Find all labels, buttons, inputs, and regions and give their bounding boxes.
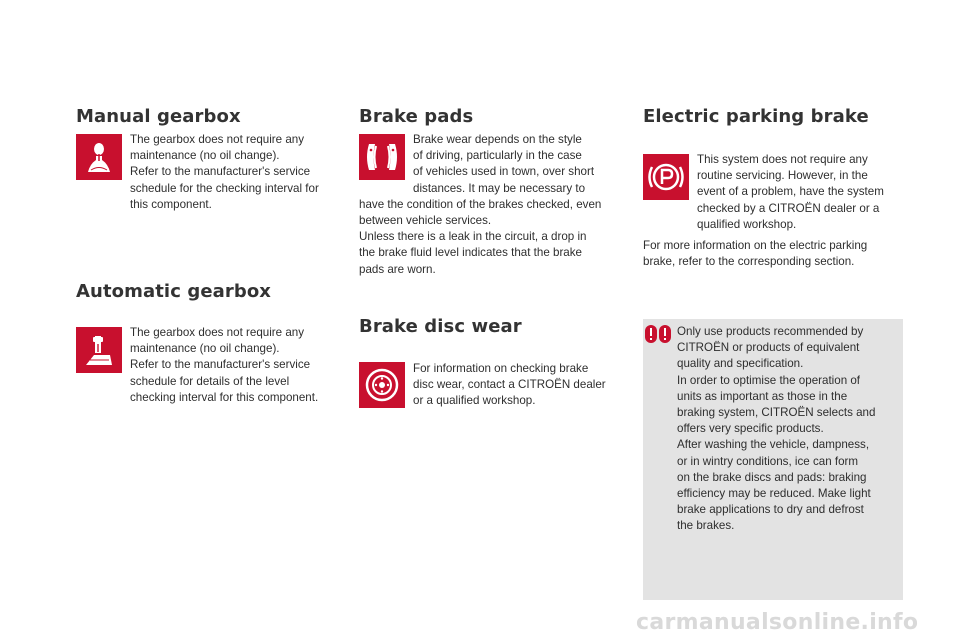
text-line: This system does not require any bbox=[697, 153, 868, 166]
text-line: CITROËN or products of equivalent bbox=[677, 341, 860, 355]
text-line: distances. It may be necessary to bbox=[413, 181, 586, 195]
text-line: between vehicle services. bbox=[359, 214, 492, 228]
text-line: of driving, particularly in the case bbox=[413, 149, 582, 163]
text-line: brake, refer to the corresponding section. bbox=[643, 255, 855, 269]
gear-lever-icon bbox=[76, 134, 122, 180]
text-line: have the condition of the brakes checked, even bbox=[359, 197, 602, 211]
text-line: Only use products recommended by bbox=[677, 325, 864, 338]
text-line: maintenance (no oil change). bbox=[130, 149, 280, 163]
text-line: maintenance (no oil change). bbox=[130, 342, 280, 356]
brake-disc-icon bbox=[359, 362, 405, 408]
text-line: brake applications to dry and defrost bbox=[677, 503, 864, 517]
text-line: on the brake discs and pads: braking bbox=[677, 470, 867, 484]
watermark: carmanualsonline.info bbox=[636, 610, 919, 635]
brake-disc-wear-text bbox=[413, 361, 606, 410]
warning-note-text bbox=[677, 324, 875, 535]
automatic-gearbox-text bbox=[130, 325, 318, 406]
text-line: Unless there is a leak in the circuit, a drop in bbox=[359, 230, 587, 244]
text-line: efficiency may be reduced. Make light bbox=[677, 487, 871, 501]
electric-parking-brake-text bbox=[697, 152, 884, 233]
text-line: The gearbox does not require any bbox=[130, 133, 305, 146]
text-line: Refer to the manufacturer's service bbox=[130, 358, 311, 372]
text-line: In order to optimise the operation of bbox=[677, 373, 861, 387]
text-line: Brake wear depends on the style bbox=[413, 133, 582, 146]
text-line: For more information on the electric parking bbox=[643, 239, 868, 252]
text-line: Refer to the manufacturer's service bbox=[130, 165, 311, 179]
text-line: the brakes. bbox=[677, 519, 735, 533]
text-line: or in wintry conditions, ice can form bbox=[677, 454, 859, 468]
manual-gearbox-title: Manual gearbox bbox=[76, 106, 241, 127]
text-line: The gearbox does not require any bbox=[130, 326, 305, 339]
text-line: quality and specification. bbox=[677, 357, 804, 371]
text-line: checking interval for this component. bbox=[130, 390, 319, 404]
parking-brake-icon bbox=[643, 154, 689, 200]
electric-parking-brake-title: Electric parking brake bbox=[643, 106, 869, 127]
automatic-gearbox-title: Automatic gearbox bbox=[76, 281, 272, 302]
text-line: disc wear, contact a CITROËN dealer bbox=[413, 378, 606, 392]
text-line: event of a problem, have the system bbox=[697, 185, 884, 199]
manual-gearbox-text bbox=[130, 132, 319, 213]
brake-pads-text bbox=[359, 132, 601, 278]
text-line: units as important as those in the bbox=[677, 389, 848, 403]
text-line: pads are worn. bbox=[359, 262, 436, 276]
text-line: the brake fluid level indicates that the brake bbox=[359, 246, 582, 260]
text-line: or a qualified workshop. bbox=[413, 394, 536, 408]
brake-disc-wear-title: Brake disc wear bbox=[359, 316, 522, 337]
text-line: schedule for details of the level bbox=[130, 374, 290, 388]
electric-parking-brake-more-text bbox=[643, 238, 867, 270]
automatic-selector-icon bbox=[76, 327, 122, 373]
text-line: After washing the vehicle, dampness, bbox=[677, 438, 870, 452]
brake-pads-title: Brake pads bbox=[359, 106, 474, 127]
text-line: checked by a CITROËN dealer or a bbox=[697, 201, 880, 215]
text-line: braking system, CITROËN selects and bbox=[677, 406, 876, 420]
warning-icon bbox=[644, 323, 672, 345]
text-line: this component. bbox=[130, 197, 212, 211]
text-line: offers very specific products. bbox=[677, 422, 824, 436]
text-line: For information on checking brake bbox=[413, 362, 589, 375]
text-line: qualified workshop. bbox=[697, 217, 797, 231]
text-line: routine servicing. However, in the bbox=[697, 169, 868, 183]
text-line: of vehicles used in town, over short bbox=[413, 165, 595, 179]
text-line: schedule for the checking interval for bbox=[130, 181, 319, 195]
